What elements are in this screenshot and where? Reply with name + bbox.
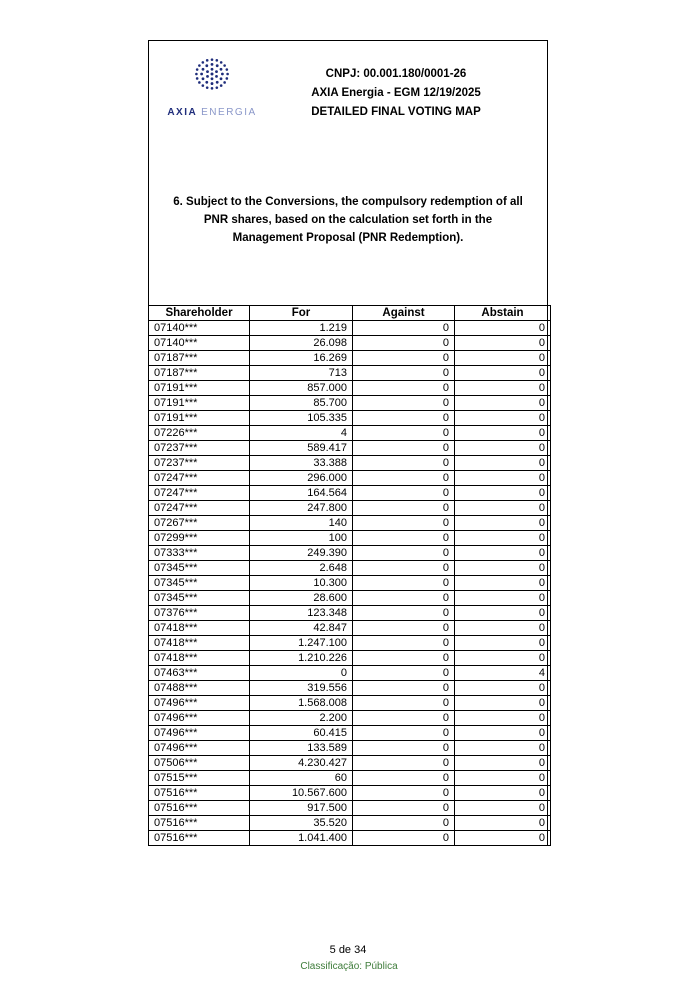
table-row xyxy=(149,681,551,696)
header-meeting: AXIA Energia - EGM 12/19/2025 xyxy=(311,86,481,99)
against-cell: 0 xyxy=(353,636,455,651)
logo-brand-primary: AXIA xyxy=(167,107,197,118)
abstain-cell: 0 xyxy=(455,741,551,756)
table-row xyxy=(149,726,551,741)
against-cell: 0 xyxy=(353,546,455,561)
shareholder-cell: 07140*** xyxy=(149,336,250,351)
for-cell: 100 xyxy=(250,531,353,546)
table-row xyxy=(149,621,551,636)
table-row xyxy=(149,351,551,366)
shareholder-cell: 07418*** xyxy=(149,636,250,651)
for-cell: 1.219 xyxy=(250,321,353,336)
for-cell: 589.417 xyxy=(250,441,353,456)
shareholder-cell: 07191*** xyxy=(149,411,250,426)
page-number: 5 de 34 xyxy=(329,944,367,956)
table-row xyxy=(149,486,551,501)
against-cell: 0 xyxy=(353,696,455,711)
shareholder-cell: 07247*** xyxy=(149,486,250,501)
for-cell: 249.390 xyxy=(250,546,353,561)
shareholder-cell: 07345*** xyxy=(149,561,250,576)
against-cell: 0 xyxy=(353,351,455,366)
table-row xyxy=(149,711,551,726)
shareholder-cell: 07506*** xyxy=(149,756,250,771)
abstain-cell: 0 xyxy=(455,756,551,771)
against-cell: 0 xyxy=(353,321,455,336)
abstain-cell: 0 xyxy=(455,321,551,336)
table-row xyxy=(149,561,551,576)
for-cell: 85.700 xyxy=(250,396,353,411)
content-box xyxy=(148,40,548,846)
abstain-cell: 0 xyxy=(455,441,551,456)
against-cell: 0 xyxy=(353,681,455,696)
against-cell: 0 xyxy=(353,666,455,681)
against-cell: 0 xyxy=(353,516,455,531)
table-row xyxy=(149,771,551,786)
shareholder-cell: 07496*** xyxy=(149,696,250,711)
table-row xyxy=(149,546,551,561)
logo-wordmark xyxy=(157,107,267,118)
header-title: DETAILED FINAL VOTING MAP xyxy=(311,105,481,118)
table-row xyxy=(149,471,551,486)
abstain-cell: 0 xyxy=(455,501,551,516)
abstain-cell: 0 xyxy=(455,426,551,441)
shareholder-cell: 07333*** xyxy=(149,546,250,561)
for-cell: 857.000 xyxy=(250,381,353,396)
abstain-cell: 0 xyxy=(455,696,551,711)
voting-table xyxy=(148,305,551,846)
against-cell: 0 xyxy=(353,501,455,516)
shareholder-cell: 07463*** xyxy=(149,666,250,681)
for-cell: 10.567.600 xyxy=(250,786,353,801)
shareholder-cell: 07516*** xyxy=(149,801,250,816)
column-header-for: For xyxy=(250,306,353,321)
column-header-against: Against xyxy=(353,306,455,321)
abstain-cell: 0 xyxy=(455,816,551,831)
table-row xyxy=(149,591,551,606)
for-cell: 133.589 xyxy=(250,741,353,756)
for-cell: 140 xyxy=(250,516,353,531)
table-row xyxy=(149,801,551,816)
table-row xyxy=(149,441,551,456)
table-row xyxy=(149,381,551,396)
against-cell: 0 xyxy=(353,621,455,636)
classification-label: Classificação: Pública xyxy=(300,961,398,972)
table-row xyxy=(149,336,551,351)
abstain-cell: 0 xyxy=(455,621,551,636)
against-cell: 0 xyxy=(353,336,455,351)
axia-logo-icon xyxy=(186,53,238,104)
shareholder-cell: 07345*** xyxy=(149,576,250,591)
against-cell: 0 xyxy=(353,771,455,786)
logo-brand-secondary: ENERGIA xyxy=(201,107,257,118)
table-row xyxy=(149,426,551,441)
against-cell: 0 xyxy=(353,426,455,441)
shareholder-cell: 07191*** xyxy=(149,381,250,396)
for-cell: 1.568.008 xyxy=(250,696,353,711)
voting-table-body xyxy=(149,321,551,846)
table-row xyxy=(149,786,551,801)
for-cell: 296.000 xyxy=(250,471,353,486)
for-cell: 2.200 xyxy=(250,711,353,726)
against-cell: 0 xyxy=(353,816,455,831)
against-cell: 0 xyxy=(353,726,455,741)
abstain-cell: 0 xyxy=(455,456,551,471)
shareholder-cell: 07247*** xyxy=(149,501,250,516)
table-row xyxy=(149,636,551,651)
abstain-cell: 0 xyxy=(455,771,551,786)
against-cell: 0 xyxy=(353,381,455,396)
shareholder-cell: 07187*** xyxy=(149,366,250,381)
table-row xyxy=(149,696,551,711)
for-cell: 4.230.427 xyxy=(250,756,353,771)
abstain-cell: 0 xyxy=(455,636,551,651)
against-cell: 0 xyxy=(353,576,455,591)
for-cell: 319.556 xyxy=(250,681,353,696)
document-header xyxy=(149,41,547,122)
against-cell: 0 xyxy=(353,486,455,501)
abstain-cell: 0 xyxy=(455,396,551,411)
table-row xyxy=(149,396,551,411)
abstain-cell: 0 xyxy=(455,381,551,396)
against-cell: 0 xyxy=(353,531,455,546)
against-cell: 0 xyxy=(353,786,455,801)
for-cell: 42.847 xyxy=(250,621,353,636)
against-cell: 0 xyxy=(353,591,455,606)
against-cell: 0 xyxy=(353,471,455,486)
against-cell: 0 xyxy=(353,396,455,411)
shareholder-cell: 07237*** xyxy=(149,456,250,471)
table-row xyxy=(149,531,551,546)
abstain-cell: 0 xyxy=(455,831,551,846)
for-cell: 33.388 xyxy=(250,456,353,471)
abstain-cell: 0 xyxy=(455,651,551,666)
header-text-block xyxy=(267,53,539,122)
table-row xyxy=(149,756,551,771)
table-row xyxy=(149,501,551,516)
abstain-cell: 0 xyxy=(455,576,551,591)
abstain-cell: 0 xyxy=(455,486,551,501)
abstain-cell: 0 xyxy=(455,336,551,351)
against-cell: 0 xyxy=(353,411,455,426)
abstain-cell: 4 xyxy=(455,666,551,681)
against-cell: 0 xyxy=(353,801,455,816)
shareholder-cell: 07516*** xyxy=(149,816,250,831)
against-cell: 0 xyxy=(353,831,455,846)
shareholder-cell: 07516*** xyxy=(149,786,250,801)
abstain-cell: 0 xyxy=(455,471,551,486)
shareholder-cell: 07140*** xyxy=(149,321,250,336)
abstain-cell: 0 xyxy=(455,801,551,816)
against-cell: 0 xyxy=(353,756,455,771)
abstain-cell: 0 xyxy=(455,726,551,741)
shareholder-cell: 07516*** xyxy=(149,831,250,846)
shareholder-cell: 07299*** xyxy=(149,531,250,546)
abstain-cell: 0 xyxy=(455,786,551,801)
against-cell: 0 xyxy=(353,456,455,471)
shareholder-cell: 07376*** xyxy=(149,606,250,621)
against-cell: 0 xyxy=(353,741,455,756)
table-row xyxy=(149,651,551,666)
shareholder-cell: 07191*** xyxy=(149,396,250,411)
abstain-cell: 0 xyxy=(455,351,551,366)
column-header-abstain: Abstain xyxy=(455,306,551,321)
column-header-shareholder: Shareholder xyxy=(149,306,250,321)
shareholder-cell: 07418*** xyxy=(149,621,250,636)
for-cell: 35.520 xyxy=(250,816,353,831)
abstain-cell: 0 xyxy=(455,591,551,606)
against-cell: 0 xyxy=(353,441,455,456)
for-cell: 1.247.100 xyxy=(250,636,353,651)
for-cell: 60 xyxy=(250,771,353,786)
shareholder-cell: 07418*** xyxy=(149,651,250,666)
table-row xyxy=(149,456,551,471)
table-row xyxy=(149,366,551,381)
for-cell: 10.300 xyxy=(250,576,353,591)
table-row xyxy=(149,741,551,756)
table-row xyxy=(149,816,551,831)
for-cell: 26.098 xyxy=(250,336,353,351)
table-row xyxy=(149,516,551,531)
for-cell: 105.335 xyxy=(250,411,353,426)
against-cell: 0 xyxy=(353,651,455,666)
shareholder-cell: 07237*** xyxy=(149,441,250,456)
header-cnpj: CNPJ: 00.001.180/0001-26 xyxy=(325,68,467,80)
abstain-cell: 0 xyxy=(455,531,551,546)
shareholder-cell: 07345*** xyxy=(149,591,250,606)
shareholder-cell: 07247*** xyxy=(149,471,250,486)
shareholder-cell: 07496*** xyxy=(149,711,250,726)
abstain-cell: 0 xyxy=(455,606,551,621)
for-cell: 4 xyxy=(250,426,353,441)
against-cell: 0 xyxy=(353,606,455,621)
abstain-cell: 0 xyxy=(455,561,551,576)
proposal-text: 6. Subject to the Conversions, the compulsory redemption of all PNR shares, based on the calculation set forth in the Management Proposal (PNR Redemption). xyxy=(173,195,523,244)
abstain-cell: 0 xyxy=(455,516,551,531)
for-cell: 123.348 xyxy=(250,606,353,621)
shareholder-cell: 07187*** xyxy=(149,351,250,366)
shareholder-cell: 07267*** xyxy=(149,516,250,531)
table-row xyxy=(149,576,551,591)
for-cell: 0 xyxy=(250,666,353,681)
table-row xyxy=(149,666,551,681)
abstain-cell: 0 xyxy=(455,681,551,696)
for-cell: 2.648 xyxy=(250,561,353,576)
table-row xyxy=(149,831,551,846)
for-cell: 28.600 xyxy=(250,591,353,606)
table-row xyxy=(149,411,551,426)
table-row xyxy=(149,606,551,621)
for-cell: 60.415 xyxy=(250,726,353,741)
against-cell: 0 xyxy=(353,711,455,726)
voting-table-wrap xyxy=(149,305,547,846)
shareholder-cell: 07515*** xyxy=(149,771,250,786)
company-logo xyxy=(157,53,267,118)
abstain-cell: 0 xyxy=(455,711,551,726)
for-cell: 16.269 xyxy=(250,351,353,366)
for-cell: 1.041.400 xyxy=(250,831,353,846)
for-cell: 164.564 xyxy=(250,486,353,501)
for-cell: 247.800 xyxy=(250,501,353,516)
shareholder-cell: 07496*** xyxy=(149,741,250,756)
for-cell: 1.210.226 xyxy=(250,651,353,666)
for-cell: 917.500 xyxy=(250,801,353,816)
shareholder-cell: 07488*** xyxy=(149,681,250,696)
abstain-cell: 0 xyxy=(455,546,551,561)
against-cell: 0 xyxy=(353,561,455,576)
for-cell: 713 xyxy=(250,366,353,381)
shareholder-cell: 07226*** xyxy=(149,426,250,441)
abstain-cell: 0 xyxy=(455,366,551,381)
abstain-cell: 0 xyxy=(455,411,551,426)
table-row xyxy=(149,321,551,336)
shareholder-cell: 07496*** xyxy=(149,726,250,741)
against-cell: 0 xyxy=(353,366,455,381)
table-header-row xyxy=(149,306,551,321)
